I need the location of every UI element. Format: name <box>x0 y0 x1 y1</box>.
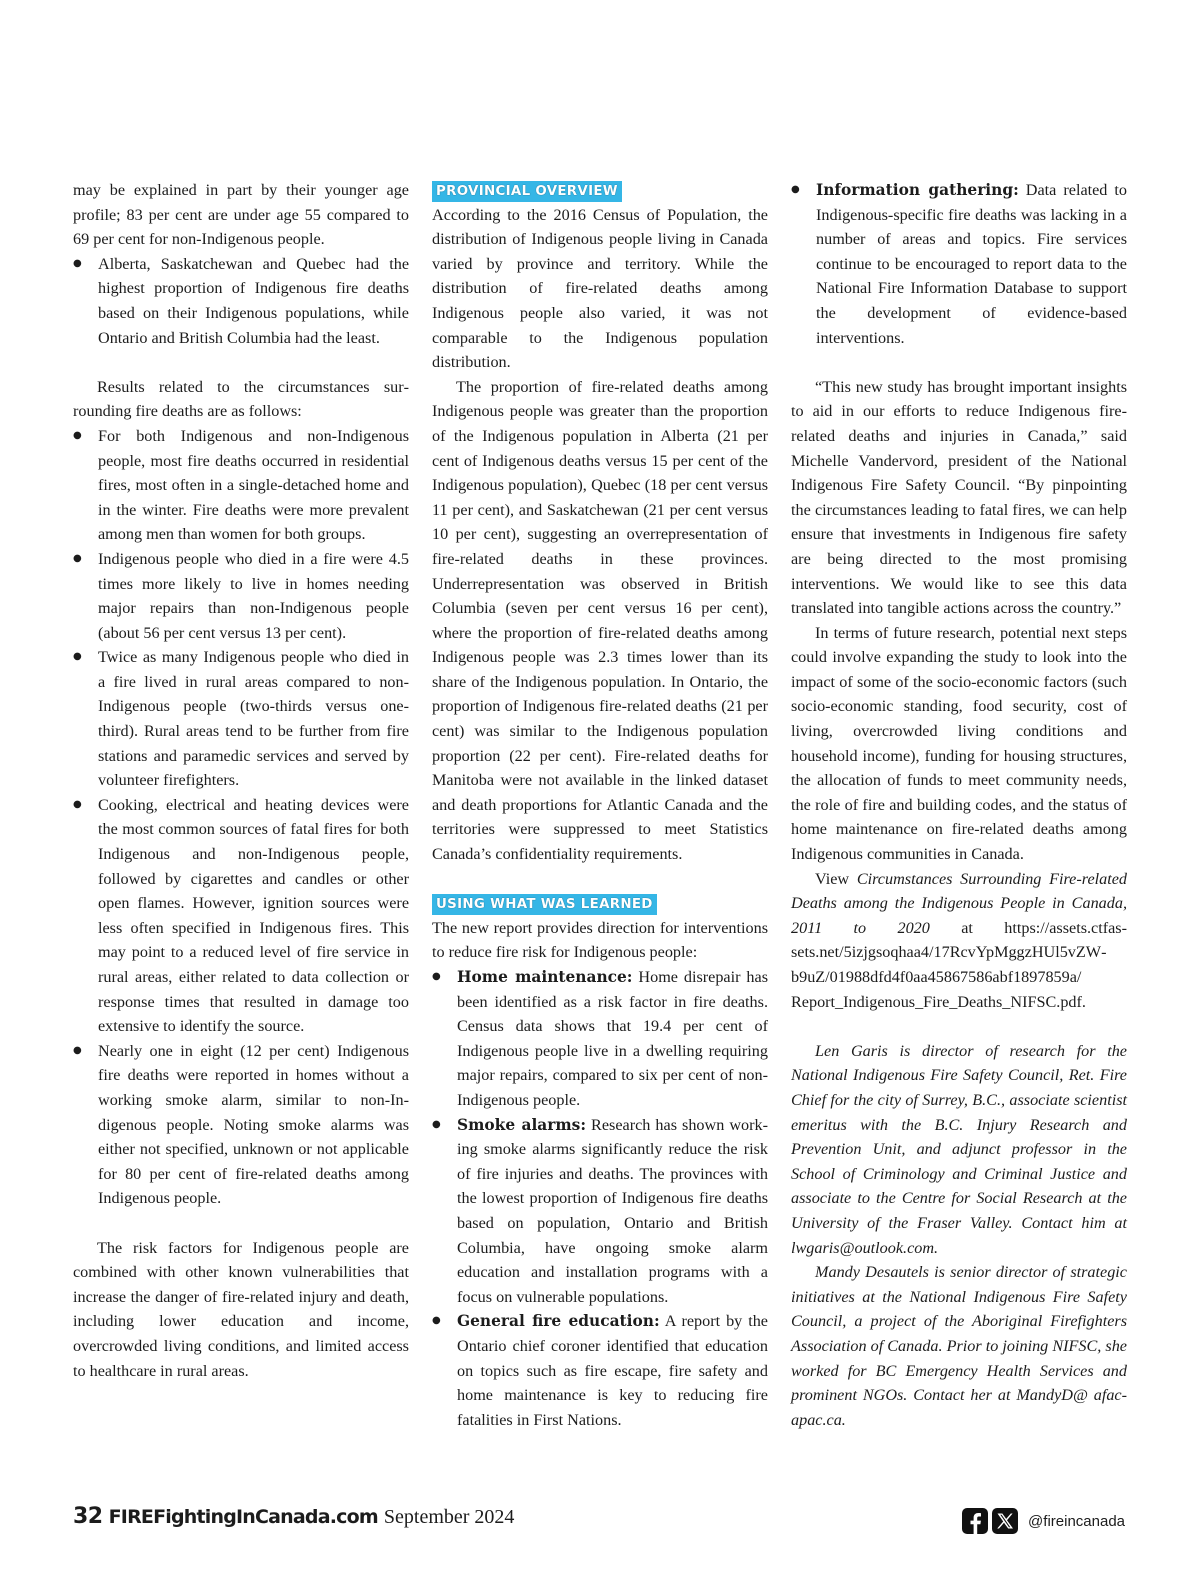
bullet-text: Data related to Indigenous-specific fire deaths was lacking in a number of areas and topics. Fire services continue to be encouraged to report data to the National Fire Information Database to support the development of evidence-based interventions. <box>816 181 1128 347</box>
bullet-text: A report by the Ontario chief coroner identified that education on topics such as fire escape, fire safety and home maintenance is key to reducing fire fatalities in First Nations. <box>457 1312 768 1429</box>
list-item: ● Cooking, electrical and heating devices were the most common sources of fatal fires for both Indigenous and non-Indigenous people, followed by cigarettes and candles or other open flames. However, ignition sources were less often specified in Indigenous fires. This may point to a reduced level of fire service in rural areas, either related to data collection or response times that resulted in damage too extensive to identify the source. <box>73 793 409 1039</box>
section-heading-provincial-overview: PROVINCIAL OVERVIEW <box>432 181 622 202</box>
quote-paragraph: “This new study has brought important insights to aid in our efforts to reduce Indigenous fire-related deaths and injuries in Canada,” said Michelle Vandervord, president of the National Indigenous Fire Safety Council. “By pinpointing the circumstances leading to fatal fires, we can help ensure that investments in Indigenous fire safety are being directed to the most promising interventions. We would like to see this data translated into tangible actions across the country.” <box>791 377 1127 618</box>
bullet-text: Research has shown working smoke alarms significantly reduce the risk of fire injuries and deaths. The provinces with the lowest proportion of Indigenous fire deaths based on population, Ontario and British Columbia, have ongoing smoke alarm education and installation programs with a focus on vulnerable populations. <box>457 1115 769 1306</box>
text: View <box>815 869 857 888</box>
paragraph: In terms of future research, potential next steps could involve expanding the study to look into the impact of some of the socio-economic factors (such socio-economic standing, food security, cost of living, overcrowded living conditions and household income), funding for housing structures, the allocation of funds to meet community needs, the role of fire and building codes, and the status of home maintenance on fire-related deaths among Indigenous communities in Canada. <box>791 623 1127 864</box>
issue-date: September 2024 <box>383 1506 515 1528</box>
bullet-list <box>73 424 409 1211</box>
facebook-icon[interactable] <box>962 1508 988 1534</box>
list-item: ● Alberta, Saskatchewan and Quebec had the highest proportion of Indigenous fire deaths based on their Indigenous populations, while Ontario and British Columbia had the least. <box>73 252 409 350</box>
list-item: ● Indigenous people who died in a fire were 4.5 times more likely to live in homes needing major repairs than non-Indigenous people (about 56 per cent versus 13 per cent). <box>73 547 409 645</box>
paragraph: The new report provides direction for interventions to reduce fire risk for Indigenous people: <box>432 918 768 962</box>
bullet-lead: Smoke alarms: <box>457 1115 587 1134</box>
author-bio-mandy-desautels: Mandy Desautels is senior director of strategic initiatives at the National Indigenous Fire Safety Council, a project of the Aboriginal Firefighters Association of Canada. Prior to joining NIFSC, she worked for BC Emergency Health Services and prominent NGOs. Contact her at MandyD@ afac-apac.ca. <box>791 1263 1127 1429</box>
column-1 <box>73 178 409 1383</box>
column-3 <box>791 178 1127 1432</box>
bullet-text: Home disrepair has been identified as a risk factor in fire deaths. Census data shows that 19.4 per cent of Indigenous people live in a dwelling requiring major repairs, compared to six per cent of non-Indigenous people. <box>457 968 768 1109</box>
bullet-lead: Home maintenance: <box>457 968 633 986</box>
list-item <box>432 965 768 1113</box>
author-bio-len-garis: Len Garis is director of research for the National Indigenous Fire Safety Council, Ret. Fire Chief for the city of Surrey, B.C., associate scientist emeritus with the B.C. Injury Research and Prevention Unit, and adjunct professor in the School of Criminology and Criminal Justice and associate to the Centre for Social Research at the University of the Fraser Valley. Contact him at lwgaris@outlook.com. <box>791 1041 1127 1257</box>
bullet-list <box>73 252 409 350</box>
paragraph: The proportion of fire-related deaths among Indigenous people was greater than the proportion of the Indigenous population in Alberta (21 per cent of Indigenous deaths versus 15 per cent of the Indigenous population), Quebec (18 per cent versus 11 per cent), and Saskatchewan (21 per cent versus 10 per cent), suggesting an overrepresentation of fire-related deaths in these provinces. Underrepresentation was observed in British Columbia (seven per cent versus 16 per cent), where the proportion of fire-related deaths among Indigenous people was 2.3 times lower than its share of the Indigenous population. In Ontario, the proportion of Indigenous fire-related deaths (21 per cent) was similar to the Indigenous population proportion (22 per cent). Fire-related deaths for Manitoba were not available in the linked dataset and death proportions for Atlantic Canada and the territories were suppressed to meet Statistics Canada’s confidentiality requirements. <box>432 377 768 864</box>
list-item: ● Nearly one in eight (12 per cent) Indigenous fire deaths were reported in homes without a working smoke alarm, similar to non-Indigenous people. Noting smoke alarms was either not specified, unknown or not applicable for 80 per cent of fire-related deaths among Indigenous people. <box>73 1039 409 1211</box>
paragraph: may be explained in part by their younger age profile; 83 per cent are under age 55 compared to 69 per cent for non-Indigenous people. <box>73 181 409 249</box>
list-item: ● For both Indigenous and non-Indigenous people, most fire deaths occurred in residential fires, most often in a single-detached home and in the winter. Fire deaths were more prevalent among men than women for both groups. <box>73 424 409 547</box>
bullet-lead: General fire education: <box>457 1312 660 1331</box>
x-icon[interactable] <box>992 1508 1018 1534</box>
report-url[interactable]: at https://assets.ctfassets.net/5izjgsoqhaa4/17RcvYpMggzHUl5vZWb9uZ/01988dfd4f0aa45867586abf1897859a/ Report_Indigenous_Fire_Deaths_NIFSC.pdf. <box>791 918 1127 1011</box>
paragraph: The risk factors for Indigenous people are combined with other known vulnerabilities that increase the danger of fire-related injury and death, including lower education and income, overcrowded living conditions, and limited access to healthcare in rural areas. <box>73 1238 409 1380</box>
bullet-list <box>791 178 1127 350</box>
list-item <box>791 178 1127 350</box>
bullet-list <box>432 965 768 1432</box>
paragraph: Results related to the circumstances surrounding fire deaths are as follows: <box>73 377 409 421</box>
column-2 <box>432 178 768 1432</box>
list-item: ● Twice as many Indigenous people who died in a fire lived in rural areas compared to non-Indigenous people (two-thirds versus one-third). Rural areas tend to be further from fire stations and paramedic services and served by volunteer firefighters. <box>73 645 409 793</box>
bullet-lead: Information gathering: <box>816 181 1019 199</box>
page-number: 32 <box>73 1504 103 1529</box>
list-item <box>432 1309 768 1432</box>
social-links <box>962 1508 1125 1534</box>
social-handle[interactable]: @fireincanada <box>1028 1512 1125 1530</box>
site-name: FIREFightingInCanada.com <box>108 1506 378 1528</box>
list-item <box>432 1113 768 1310</box>
report-title: Circumstances Surrounding Fire-related Deaths among the Indigenous People in Canada, 2011 to 2020 <box>791 869 1127 937</box>
report-link-paragraph <box>791 867 1127 1015</box>
footer-folio <box>73 1504 514 1529</box>
section-heading-using-what-was-learned: USING WHAT WAS LEARNED <box>432 894 657 915</box>
paragraph: According to the 2016 Census of Population, the distribution of Indigenous people living in Canada varied by province and territory. While the distribution of fire-related deaths among Indigenous people also varied, it was not comparable to the Indigenous population distribution. <box>432 205 768 372</box>
